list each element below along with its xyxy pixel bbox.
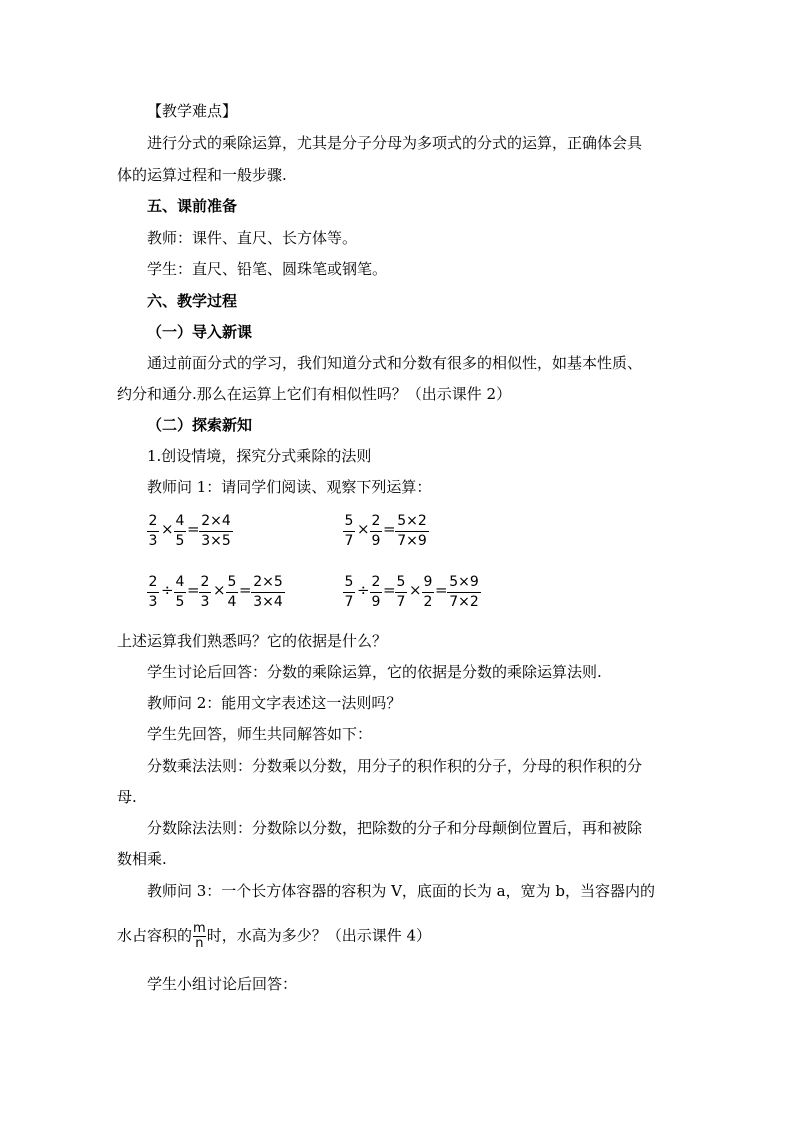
fraction: 5 7 [344, 574, 354, 610]
text-segment: 水占容积的 [117, 926, 193, 945]
multiply-sign: × [161, 520, 174, 538]
text-segment: 时，水高为多少？（出示课件 4） [206, 926, 432, 945]
divide-sign: ÷ [161, 581, 174, 599]
paragraph-line: 教师问 1：请同学们阅读、观察下列运算： [147, 478, 432, 496]
fraction: 5×9 7×2 [447, 574, 481, 611]
fraction: 2 3 [148, 513, 158, 549]
fraction: 2 9 [371, 513, 381, 549]
paragraph-line: 分数除法法则：分数除以分数，把除数的分子和分母颠倒位置后，再和被除 [147, 819, 643, 837]
paragraph-line: 学生：直尺、铅笔、圆珠笔或钢笔。 [147, 260, 388, 278]
fraction: 2 3 [148, 574, 158, 610]
paragraph-line: 上述运算我们熟悉吗？它的依据是什么？ [117, 632, 388, 650]
fraction: 4 5 [175, 574, 185, 610]
equals-sign: = [435, 581, 448, 599]
fraction: 2 3 [200, 574, 210, 610]
fraction: 2 9 [371, 574, 381, 610]
paragraph-line: 1.创设情境，探究分式乘除的法则 [147, 447, 372, 465]
paragraph-line: 约分和通分.那么在运算上它们有相似性吗？（出示课件 2） [117, 385, 512, 403]
paragraph-line: 进行分式的乘除运算，尤其是分子分母为多项式的分式的运算，正确体会具 [147, 134, 643, 152]
paragraph-line: 教师问 2：能用文字表述这一法则吗？ [147, 694, 402, 712]
paragraph-line: 通过前面分式的学习，我们知道分式和分数有很多的相似性，如基本性质、 [147, 354, 643, 372]
equals-sign: = [383, 581, 396, 599]
multiply-sign: × [357, 520, 370, 538]
fraction-denominator: n [195, 936, 204, 951]
subsection-heading-intro: （一）导入新课 [147, 323, 253, 341]
divide-sign: ÷ [357, 581, 370, 599]
fraction: 9 2 [423, 574, 433, 610]
paragraph-line: 学生讨论后回答：分数的乘除运算，它的依据是分数的乘除运算法则. [147, 663, 602, 681]
fraction: 5 4 [227, 574, 237, 610]
paragraph-line: 分数乘法法则：分数乘以分数，用分子的积作积的分子，分母的积作积的分 [147, 757, 643, 775]
fraction: 2×5 3×4 [251, 574, 285, 611]
paragraph-line: 教师问 3：一个长方体容器的容积为 V，底面的长为 a，宽为 b，当容器内的 [147, 882, 655, 900]
paragraph-line: 教师：课件、直尺、长方体等。 [147, 229, 358, 247]
section-heading-preparation: 五、课前准备 [147, 197, 238, 215]
fraction: 5×2 7×9 [395, 513, 429, 550]
difficulty-heading: 【教学难点】 [147, 102, 238, 120]
paragraph-line: 数相乘. [117, 850, 167, 868]
section-heading-process: 六、教学过程 [147, 292, 238, 310]
paragraph-line: 学生小组讨论后回答： [147, 975, 298, 993]
inline-fraction [193, 922, 206, 951]
fraction: 4 5 [175, 513, 185, 549]
paragraph-line: 学生先回答，师生共同解答如下： [147, 725, 373, 743]
fraction: 5 7 [344, 513, 354, 549]
fraction-numerator: m [193, 921, 206, 936]
multiply-sign: × [213, 581, 226, 599]
paragraph-line: 母. [117, 788, 137, 806]
fraction: 2×4 3×5 [199, 513, 233, 550]
equals-sign: = [187, 520, 200, 538]
fraction: 5 7 [396, 574, 406, 610]
equals-sign: = [383, 520, 396, 538]
multiply-sign: × [409, 581, 422, 599]
paragraph-line: 体的运算过程和一般步骤. [117, 166, 287, 184]
equals-sign: = [187, 581, 200, 599]
equals-sign: = [239, 581, 252, 599]
paragraph-line-with-fraction [117, 922, 431, 951]
subsection-heading-explore: （二）探索新知 [147, 416, 253, 434]
